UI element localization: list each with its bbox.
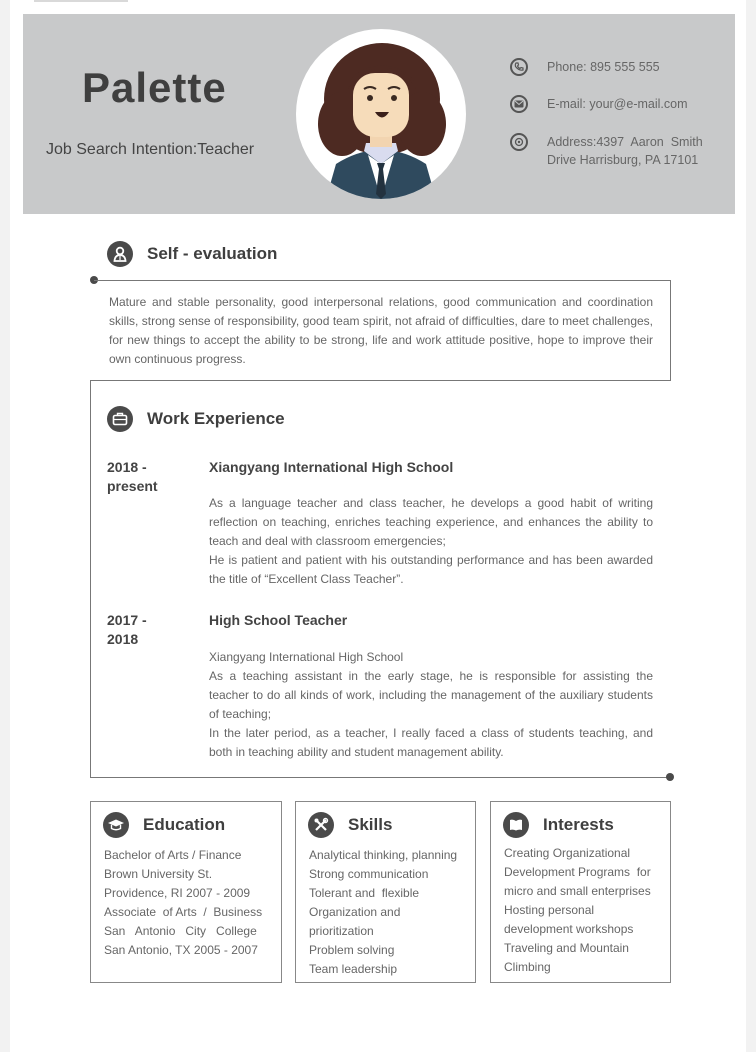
- contact-email: [510, 95, 712, 113]
- contact-phone: [510, 58, 712, 76]
- interest-item: Development Programs for: [504, 865, 651, 879]
- interest-item: development workshops: [504, 922, 634, 936]
- skill-item: Analytical thinking, planning: [309, 848, 458, 862]
- education-title: Education: [143, 815, 226, 834]
- location-pin-icon: [510, 133, 528, 151]
- education-item: Providence, RI 2007 - 2009: [104, 886, 251, 900]
- job-1-paragraph: He is patient and patient with his outstanding performance and has been awarded the title of “Excellent Class Teacher”.: [209, 553, 653, 586]
- user-icon: [107, 241, 133, 267]
- job-2-year-end: 2018: [107, 631, 139, 647]
- interest-item: Hosting personal: [504, 903, 595, 917]
- timeline-dot: [666, 773, 674, 781]
- job-2-paragraph: As a teaching assistant in the early stage, he is responsible for assisting the teacher to do all kinds of work, including the management of the auxiliary students of teaching;: [209, 669, 653, 721]
- interest-item: Climbing: [504, 960, 551, 974]
- top-tab-strip: [34, 0, 128, 2]
- skill-item: Strong communication: [309, 867, 429, 881]
- job-intention: Job Search Intention:Teacher: [46, 141, 255, 158]
- self-evaluation-title: Self - evaluation: [147, 244, 278, 263]
- skill-item: Team leadership: [309, 962, 398, 976]
- skill-item: Organization and: [309, 905, 401, 919]
- interests-list: [491, 844, 670, 977]
- job-2-year-start: 2017 -: [107, 612, 147, 628]
- self-evaluation-heading: [107, 241, 277, 267]
- interests-title: Interests: [543, 815, 614, 834]
- divider-line: [90, 380, 91, 778]
- interests-heading: [503, 812, 670, 838]
- skills-heading: [308, 812, 475, 838]
- job-1-years: [107, 458, 158, 496]
- skill-item: Problem solving: [309, 943, 395, 957]
- work-experience-title: Work Experience: [147, 409, 285, 428]
- divider-line: [90, 777, 670, 778]
- skills-card: [295, 801, 476, 983]
- contact-address: [510, 133, 712, 169]
- graduation-cap-icon: [103, 812, 129, 838]
- job-2-years: [107, 611, 147, 649]
- skill-item: prioritization: [309, 924, 374, 938]
- job-1-year-end: present: [107, 478, 158, 494]
- job-2-paragraph: In the later period, as a teacher, I really faced a class of students teaching, and both in teaching ability and student management ability.: [209, 726, 653, 759]
- job-2-title: High School Teacher: [209, 612, 348, 628]
- work-experience-heading: [107, 406, 285, 432]
- education-item: San Antonio City College: [104, 924, 257, 938]
- job-1-year-start: 2018 -: [107, 459, 147, 475]
- job-2-description: [209, 648, 653, 762]
- divider-line: [90, 380, 671, 381]
- job-1-title: Xiangyang International High School: [209, 459, 454, 475]
- phone-icon: [510, 58, 528, 76]
- address-text: [547, 133, 712, 169]
- tools-icon: [308, 812, 334, 838]
- interests-card: [490, 801, 671, 983]
- email-icon: [510, 95, 528, 113]
- divider-line: [94, 280, 671, 281]
- job-2-paragraph: Xiangyang International High School: [209, 650, 404, 664]
- person-name: Palette: [82, 64, 227, 111]
- skills-list: [296, 846, 475, 979]
- phone-text: Phone: 895 555 555: [547, 60, 660, 74]
- interest-item: Traveling and Mountain: [504, 941, 629, 955]
- book-icon: [503, 812, 529, 838]
- address-line-1: Address:4397 Aaron Smith: [547, 135, 703, 149]
- education-item: San Antonio, TX 2005 - 2007: [104, 943, 258, 957]
- education-item: Brown University St.: [104, 867, 213, 881]
- divider-line: [670, 280, 671, 381]
- briefcase-icon: [107, 406, 133, 432]
- self-evaluation-text: Mature and stable personality, good interpersonal relations, good communication and coordination skills, strong sense of responsibility, good team spirit, not afraid of difficulties, dare to meet challenges, for new things to accept the ability to be strong, life and work attitude positive, hope to improve their own continuous progress.: [109, 295, 653, 366]
- job-1-description: [209, 494, 653, 589]
- address-line-2: Drive Harrisburg, PA 17101: [547, 153, 699, 167]
- skills-title: Skills: [348, 815, 393, 834]
- avatar: [296, 29, 466, 199]
- interest-item: micro and small enterprises: [504, 884, 651, 898]
- education-item: Bachelor of Arts / Finance: [104, 848, 242, 862]
- avatar-illustration: [296, 29, 466, 199]
- education-card: [90, 801, 282, 983]
- email-text: E-mail: your@e-mail.com: [547, 97, 688, 111]
- skill-item: Tolerant and flexible: [309, 886, 420, 900]
- education-heading: [103, 812, 281, 838]
- education-item: Associate of Arts / Business: [104, 905, 263, 919]
- interest-item: Creating Organizational: [504, 846, 631, 860]
- job-1-paragraph: As a language teacher and class teacher, he develops a good habit of writing reflection on teaching, enriches teaching experience, and enhances the ability to teach and deal with classroom emergencies;: [209, 496, 653, 548]
- education-list: [91, 846, 281, 960]
